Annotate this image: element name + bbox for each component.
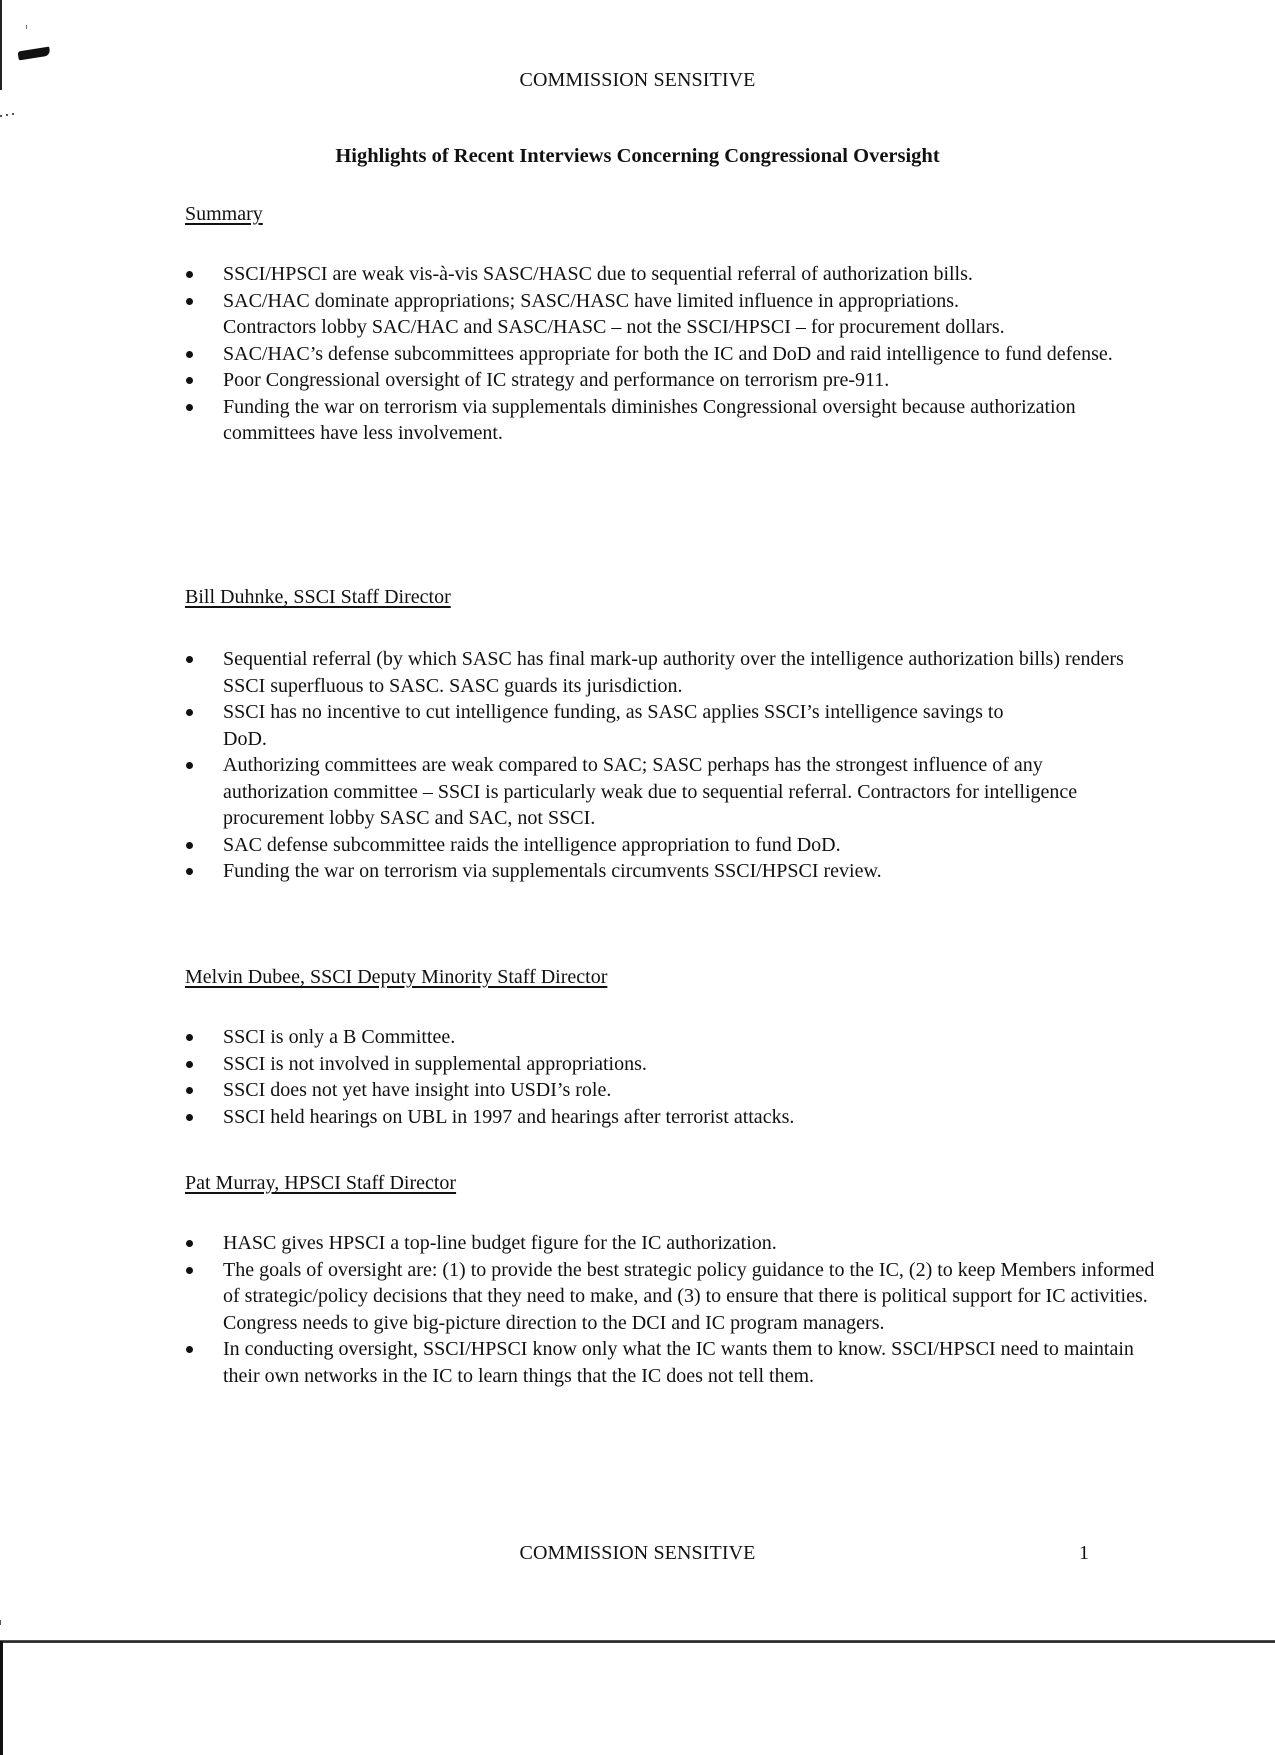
list-item: SAC defense subcommittee raids the intelligence appropriation to fund DoD. (185, 832, 1105, 859)
list-item: Authorizing committees are weak compared to SAC; SASC perhaps has the strongest influence of any authorization committee – SSCI is particularly weak due to sequential referral. Contractors for intelligence procurement lobby SASC and SAC, not SSCI. (185, 752, 1153, 832)
bullet-icon (186, 762, 193, 769)
page-number: 1 (1079, 1542, 1089, 1564)
bullet-icon (186, 1346, 193, 1353)
scan-specks (0, 114, 20, 118)
section-heading-summary: Summary (185, 203, 263, 225)
list-item: SAC/HAC dominate appropriations; SASC/HASC have limited influence in appropriations. Contractors lobby SAC/HAC and SASC/HASC – not the SSCI/HPSCI – for procurement dollars. (185, 288, 1043, 341)
list-item: Poor Congressional oversight of IC strategy and performance on terrorism pre-911. (185, 367, 1105, 394)
murray-bullet-list (185, 1230, 1155, 1389)
classification-header: COMMISSION SENSITIVE (519, 69, 756, 91)
bullet-icon (186, 868, 193, 875)
list-item: Funding the war on terrorism via supplementals circumvents SSCI/HPSCI review. (185, 858, 1163, 885)
section-heading-melvin-dubee: Melvin Dubee, SSCI Deputy Minority Staff Director (185, 966, 608, 988)
section-heading-bill-duhnke: Bill Duhnke, SSCI Staff Director (185, 586, 451, 608)
classification-footer: COMMISSION SENSITIVE (519, 1542, 756, 1564)
list-item: SSCI is only a B Committee. (185, 1024, 1105, 1051)
duhnke-bullet-list (185, 646, 1124, 885)
bullet-icon (186, 298, 193, 305)
bullet-icon (186, 1087, 193, 1094)
list-item: SAC/HAC’s defense subcommittees appropriate for both the IC and DoD and raid intelligence to fund defense. (185, 341, 1123, 368)
bullet-icon (186, 1267, 193, 1274)
bullet-icon (186, 1240, 193, 1247)
list-item: SSCI is not involved in supplemental appropriations. (185, 1051, 1105, 1078)
bullet-icon (186, 656, 193, 663)
scan-edge-line (0, 1641, 3, 1755)
bullet-icon (186, 1034, 193, 1041)
scan-ink-mark (17, 47, 50, 61)
section-heading-pat-murray: Pat Murray, HPSCI Staff Director (185, 1172, 457, 1194)
list-item: In conducting oversight, SSCI/HPSCI know only what the IC wants them to know. SSCI/HPSCI need to maintain their own networks in the IC to learn things that the IC does not tell them. (185, 1336, 1158, 1389)
list-item: SSCI/HPSCI are weak vis-à-vis SASC/HASC due to sequential referral of authorization bills. (185, 261, 1013, 288)
list-item: SSCI has no incentive to cut intelligence funding, as SASC applies SSCI’s intelligence savings to DoD. (185, 699, 1043, 752)
bullet-icon (186, 377, 193, 384)
scan-page-edge-line (0, 1640, 1275, 1643)
bullet-icon (186, 1061, 193, 1068)
bullet-icon (186, 271, 193, 278)
list-item: SSCI held hearings on UBL in 1997 and hearings after terrorist attacks. (185, 1104, 1105, 1131)
list-item: SSCI does not yet have insight into USDI’s role. (185, 1077, 1105, 1104)
summary-bullet-list (185, 261, 1113, 447)
bullet-icon (186, 351, 193, 358)
list-item: The goals of oversight are: (1) to provide the best strategic policy guidance to the IC, (2) to keep Members informed of strategic/policy decisions that they need to make, and (3) to ensure that there is political support for IC activities. Congress needs to give big-picture direction to the DCI and IC program managers. (185, 1257, 1158, 1337)
scan-speck (26, 25, 27, 29)
list-item: Funding the war on terrorism via supplementals diminishes Congressional oversight because authorization committees have less involvement. (185, 394, 1133, 447)
list-item: Sequential referral (by which SASC has final mark-up authority over the intelligence authorization bills) renders SSCI superfluous to SASC. SASC guards its jurisdiction. (185, 646, 1158, 699)
scan-speck (0, 1620, 1, 1625)
bullet-icon (186, 1114, 193, 1121)
document-title: Highlights of Recent Interviews Concerning Congressional Oversight (335, 145, 940, 167)
bullet-icon (186, 404, 193, 411)
bullet-icon (186, 709, 193, 716)
bullet-icon (186, 842, 193, 849)
dubee-bullet-list (185, 1024, 1105, 1130)
list-item: HASC gives HPSCI a top-line budget figure for the IC authorization. (185, 1230, 1105, 1257)
